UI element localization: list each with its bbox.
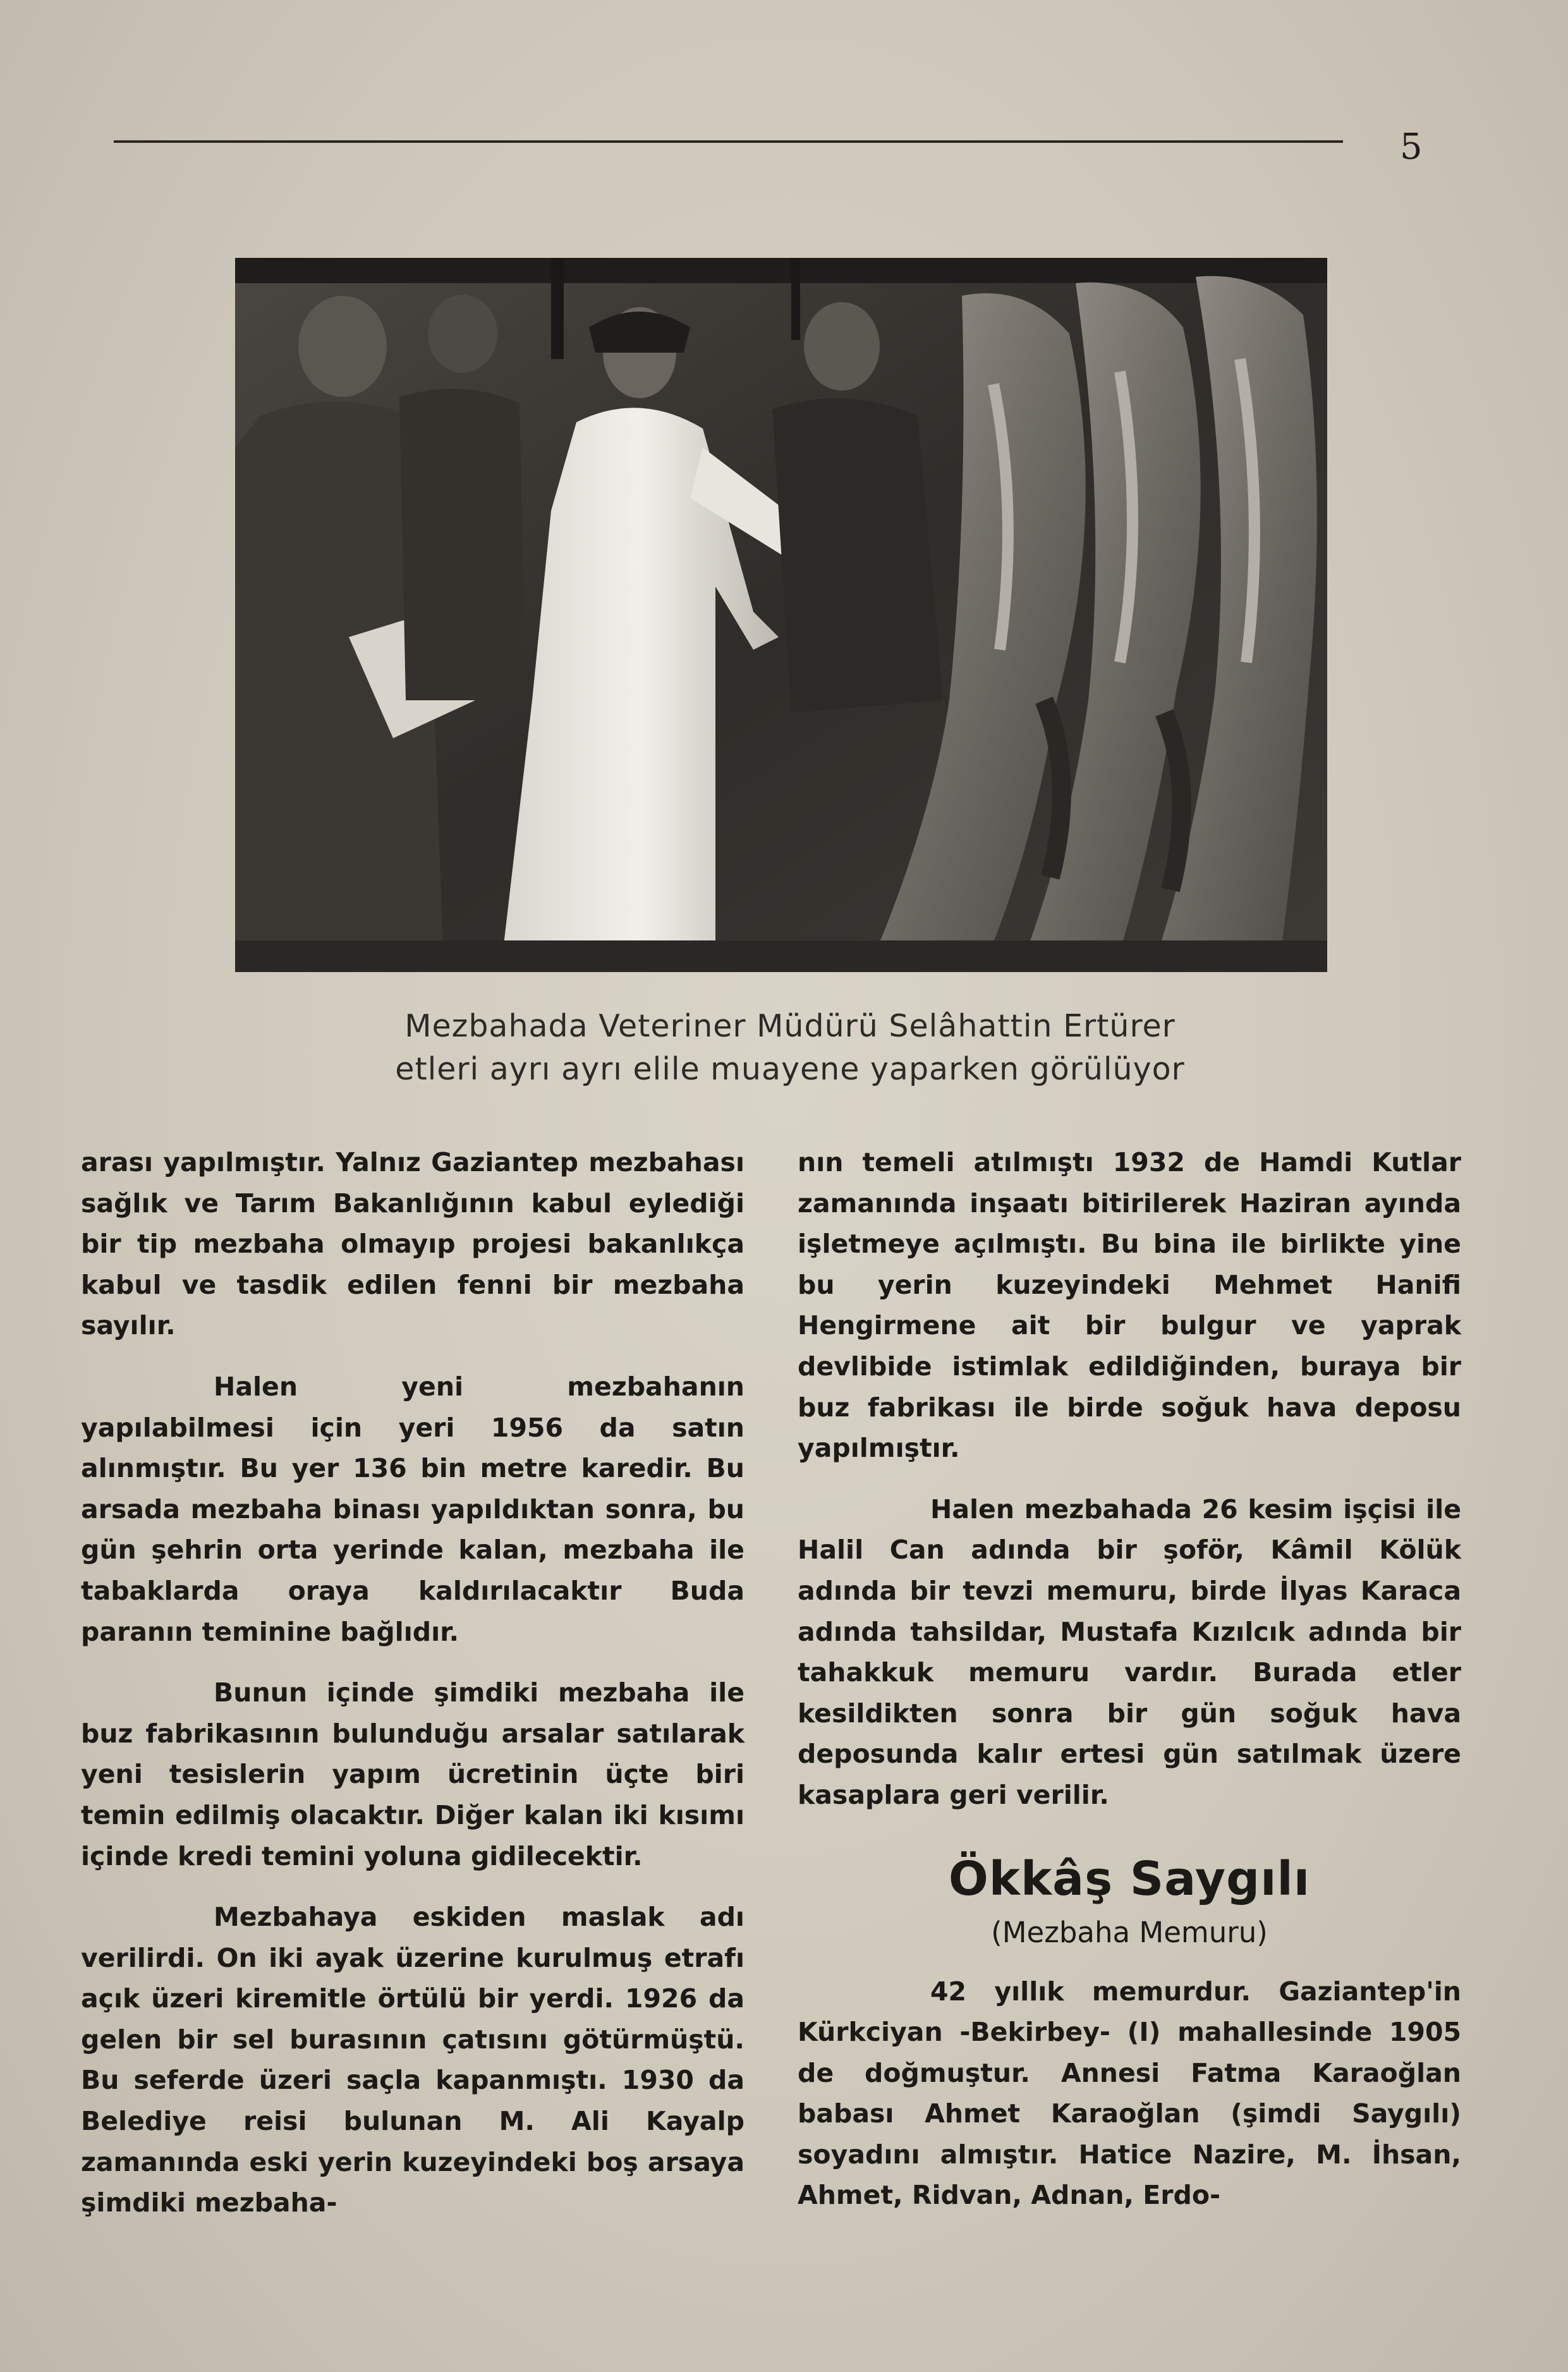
page-number: 5 <box>1400 126 1423 167</box>
header-rule <box>114 140 1343 143</box>
left-paragraph-4: Mezbahaya eskiden maslak adı verilirdi. On iki ayak üzerine kurulmuş etrafı açık üzeri kiremitle örtülü bir yerdi. 1926 da gelen bir sel burasının çatısını götürmüştü. Bu seferde üzeri saçla kapanmıştı. 1930 da Belediye reisi bulunan M. Ali Kayalp zamanında eski yerin kuzeyindeki boş arsaya şimdiki mezbaha- <box>81 1902 744 2218</box>
left-paragraph-1: arası yapılmıştır. Yalnız Gaziantep mezbahası sağlık ve Tarım Bakanlığının kabul eylediği bir tip mezbaha olmayıp projesi bakanlıkça kabul ve tasdik edilen fenni bir mezbaha sayılır. <box>81 1147 744 1341</box>
right-paragraph-3: 42 yıllık memurdur. Gaziantep'in Kürkciyan -Bekirbey- (I) mahallesinde 1905 de doğmuştur. Annesi Fatma Karaoğlan babası Ahmet Karaoğlan (şimdi Saygılı) soyadını almıştır. Hatice Nazire, M. İhsan, Ahmet, Ridvan, Adnan, Erdo- <box>798 1976 1461 2211</box>
section-title: Ökkâş Saygılı <box>948 1851 1311 1906</box>
left-paragraph-2: Halen yeni mezbahanın yapılabilmesi için yeri 1956 da satın alınmıştır. Bu yer 136 bin metre karedir. Bu arsada mezbaha binası yapıldıktan sonra, bu gün şehrin orta yerinde kalan, mezbaha ile tabaklarda oraya kaldırılacaktır Buda paranın teminine bağlıdır. <box>81 1371 744 1647</box>
right-paragraph-1: nın temeli atılmıştı 1932 de Hamdi Kutlar zamanında inşaatı bitirilerek Haziran ayında işletmeye açılmıştı. Bu bina ile birlikte yine bu yerin kuzeyindeki Mehmet Hanifi Hengirmene ait bir bulgur ve yaprak devlibide istimlak edildiğinden, buraya bir buz fabrikası ile birde soğuk hava deposu yapılmıştır. <box>798 1147 1461 1464</box>
caption-line-1: Mezbahada Veteriner Müdürü Selâhattin Ertürer <box>404 1008 1176 1044</box>
right-column <box>798 1142 1461 2216</box>
caption-line-2: etleri ayrı ayrı elile muayene yaparken görülüyor <box>395 1051 1185 1087</box>
photo-illustration <box>235 258 1327 972</box>
photo-slaughterhouse-inspection <box>235 258 1327 972</box>
left-paragraph-3: Bunun içinde şimdiki mezbaha ile buz fabrikasının bulunduğu arsalar satılarak yeni tesislerin yapım ücretinin üçte biri temin edilmiş olacaktır. Diğer kalan iki kısımı içinde kredi temini yoluna gidilecektir. <box>81 1677 744 1871</box>
photo-caption <box>316 1005 1264 1091</box>
section-subtitle: (Mezbaha Memuru) <box>991 1915 1268 1949</box>
left-column <box>81 1142 744 2223</box>
right-paragraph-2: Halen mezbahada 26 kesim işçisi ile Halil Can adında bir şoför, Kâmil Kölük adında bir tevzi memuru, birde İlyas Karaca adında tahsildar, Mustafa Kızılcık adında bir tahakkuk memuru vardır. Burada etler kesildikten sonra bir gün soğuk hava deposunda kalır ertesi gün satılmak üzere kasaplara geri verilir. <box>798 1493 1461 1810</box>
